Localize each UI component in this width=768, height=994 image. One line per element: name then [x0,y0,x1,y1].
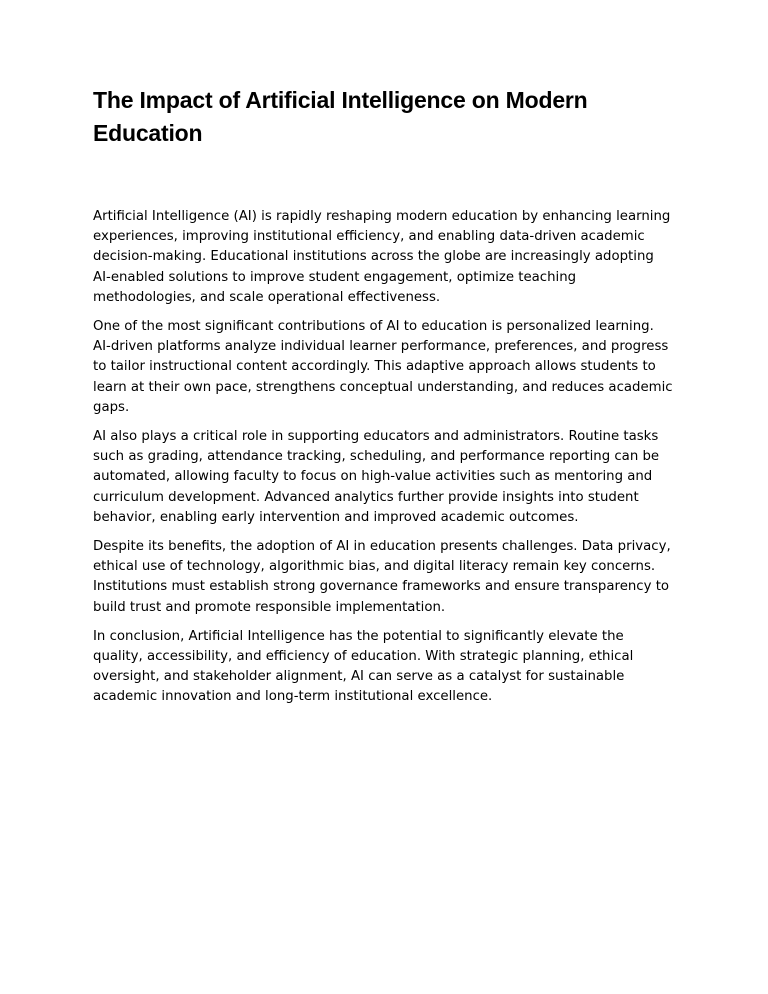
document-body [93,84,675,717]
paragraph-personalized-learning: One of the most significant contributions of AI to education is personalized learning. AI-driven platforms analyze individual learner performance, preferences, and progress to tailor instructional content accordingly. This adaptive approach allows students to learn at their own pace, strengthens conceptual understanding, and reduces academic gaps. [93,319,673,415]
paragraph-conclusion: In conclusion, Artificial Intelligence has the potential to significantly elevate the quality, accessibility, and efficiency of education. With strategic planning, ethical oversight, and stakeholder alignment, AI can serve as a catalyst for sustainable academic innovation and long-term institutional excellence. [93,628,634,705]
paragraph-educator-support: AI also plays a critical role in supporting educators and administrators. Routine tasks such as grading, attendance tracking, scheduling, and performance reporting can be automated, allowing faculty to focus on high-value activities such as mentoring and curriculum development. Advanced analytics further provide insights into student behavior, enabling early intervention and improved academic outcomes. [93,429,660,525]
paragraph-challenges: Despite its benefits, the adoption of AI in education presents challenges. Data privacy, ethical use of technology, algorithmic bias, and digital literacy remain key concerns. Institutions must establish strong governance frameworks and ensure transparency to build trust and promote responsible implementation. [93,539,671,615]
paragraph-introduction: Artificial Intelligence (AI) is rapidly reshaping modern education by enhancing learning experiences, improving institutional efficiency, and enabling data-driven academic decision-making. Educational institutions across the globe are increasingly adopting AI-enabled solutions to improve student engagement, optimize teaching methodologies, and scale operational effectiveness. [93,209,671,305]
document-title: The Impact of Artificial Intelligence on Modern Education [93,87,588,146]
